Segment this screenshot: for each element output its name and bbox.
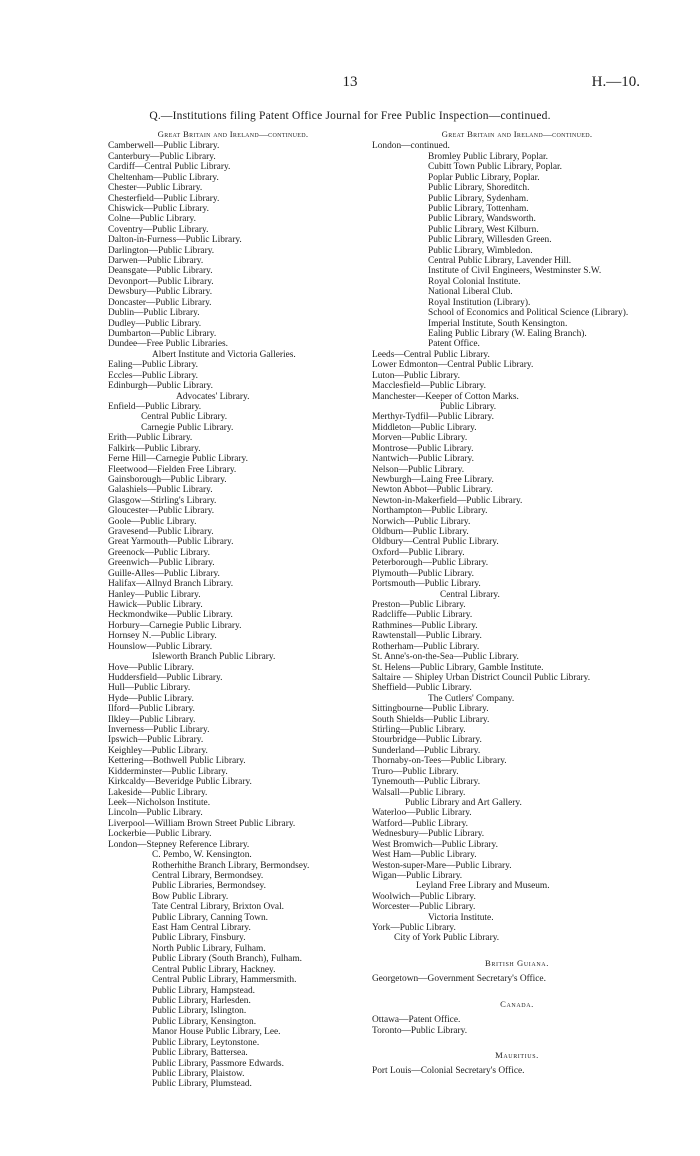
page-title: Q.—Institutions filing Patent Office Journal for Free Public Inspection—continued. bbox=[149, 110, 551, 122]
list-item: School of Economics and Political Science (Library). bbox=[428, 308, 629, 319]
list-item: Woolwich—Public Library. bbox=[372, 891, 476, 902]
list-item: Cubitt Town Public Library, Poplar. bbox=[428, 162, 562, 173]
list-item: Rawtenstall—Public Library. bbox=[372, 631, 482, 642]
list-item: Ealing Public Library (W. Ealing Branch). bbox=[428, 329, 587, 340]
list-item: Leeds—Central Public Library. bbox=[372, 349, 490, 360]
list-item: Dumbarton—Public Library. bbox=[108, 329, 217, 340]
list-item: Manor House Public Library, Lee. bbox=[152, 1027, 281, 1038]
list-item: London—Stepney Reference Library. bbox=[108, 839, 250, 850]
list-item: Worcester—Public Library. bbox=[372, 902, 476, 913]
list-item: West Bromwich—Public Library. bbox=[372, 839, 498, 850]
list-item: Walsall—Public Library. bbox=[372, 787, 466, 798]
list-item: Hounslow—Public Library. bbox=[108, 641, 213, 652]
list-item: Guille-Alles—Public Library. bbox=[108, 568, 220, 579]
list-item: Darlington—Public Library. bbox=[108, 245, 215, 256]
list-item: Public Library, Finsbury. bbox=[152, 933, 246, 944]
list-item: Carnegie Public Library. bbox=[141, 422, 234, 433]
list-item: St. Anne's-on-the-Sea—Public Library. bbox=[372, 652, 519, 663]
list-item: Ealing—Public Library. bbox=[108, 360, 198, 371]
list-item: Public Library, Wimbledon. bbox=[428, 245, 533, 256]
list-item: Truro—Public Library. bbox=[372, 766, 459, 777]
list-item: Oldbury—Central Public Library. bbox=[372, 537, 499, 548]
list-item: Hyde—Public Library. bbox=[108, 693, 194, 704]
list-item: Public Library, Shoreditch. bbox=[428, 183, 530, 194]
left-column-heading: Great Britain and Ireland—continued. bbox=[157, 129, 309, 139]
list-item: Public Library, Sydenham. bbox=[428, 193, 529, 204]
list-item: Institute of Civil Engineers, Westminster S.W. bbox=[428, 266, 602, 277]
list-item: Cardiff—Central Public Library. bbox=[108, 162, 231, 173]
list-item: Great Yarmouth—Public Library. bbox=[108, 537, 234, 548]
list-item: Rotherhithe Branch Library, Bermondsey. bbox=[152, 860, 310, 871]
left-column bbox=[108, 129, 358, 1090]
list-item: Lincoln—Public Library. bbox=[108, 808, 203, 819]
list-item: Imperial Institute, South Kensington. bbox=[428, 318, 568, 329]
list-item: Central Library, Bermondsey. bbox=[152, 870, 264, 881]
list-item: Public Library, Willesden Green. bbox=[428, 235, 552, 246]
list-item: Manchester—Keeper of Cotton Marks. bbox=[372, 391, 519, 402]
list-item: Dalton-in-Furness—Public Library. bbox=[108, 235, 242, 246]
list-item: Dundee—Free Public Libraries. bbox=[108, 339, 229, 350]
list-item: Public Library. bbox=[440, 401, 497, 412]
list-item: Ilkley—Public Library. bbox=[108, 714, 196, 725]
list-item: Oxford—Public Library. bbox=[372, 547, 465, 558]
list-item: Middleton—Public Library. bbox=[372, 422, 477, 433]
list-item: Darwen—Public Library. bbox=[108, 256, 204, 267]
list-item: Hanley—Public Library. bbox=[108, 589, 201, 600]
list-item: Newton Abbot—Public Library. bbox=[372, 485, 493, 496]
list-item: Tynemouth—Public Library. bbox=[372, 777, 481, 788]
list-item: Portsmouth—Public Library. bbox=[372, 579, 481, 590]
list-item: Public Library, Kensington. bbox=[152, 1016, 257, 1027]
list-item: Public Library, Plumstead. bbox=[152, 1079, 252, 1090]
list-item: Thornaby-on-Tees—Public Library. bbox=[372, 756, 507, 767]
list-item: Oldburn—Public Library. bbox=[372, 527, 469, 538]
list-item: Halifax—Allnyd Branch Library. bbox=[108, 579, 234, 590]
list-item: Albert Institute and Victoria Galleries. bbox=[152, 349, 296, 360]
list-item: Poplar Public Library, Poplar. bbox=[428, 172, 540, 183]
list-item: Port Louis—Colonial Secretary's Office. bbox=[372, 1066, 525, 1077]
list-item: Morven—Public Library. bbox=[372, 433, 468, 444]
list-item: Leek—Nicholson Institute. bbox=[108, 798, 211, 808]
list-item: Royal Colonial Institute. bbox=[428, 276, 521, 287]
list-item: Dudley—Public Library. bbox=[108, 318, 202, 329]
list-item: Glasgow—Stirling's Library. bbox=[108, 495, 217, 506]
list-item: Central Library. bbox=[440, 589, 500, 600]
list-item: Ilford—Public Library. bbox=[108, 704, 195, 715]
list-item: Cheltenham—Public Library. bbox=[108, 172, 219, 183]
list-item: Heckmondwike—Public Library. bbox=[108, 610, 233, 621]
list-item: Hornsey N.—Public Library. bbox=[108, 631, 217, 642]
list-item: Bow Public Library. bbox=[152, 891, 229, 902]
list-item: Advocates' Library. bbox=[176, 391, 250, 402]
list-item: Public Library and Art Gallery. bbox=[405, 798, 522, 808]
list-item: York—Public Library. bbox=[372, 923, 456, 934]
list-item: Greenwich—Public Library. bbox=[108, 558, 215, 569]
list-item: Canterbury—Public Library. bbox=[108, 151, 216, 162]
list-item: Lower Edmonton—Central Public Library. bbox=[372, 360, 534, 371]
list-item: Doncaster—Public Library. bbox=[108, 297, 212, 308]
list-item: Public Library, Leytonstone. bbox=[152, 1037, 260, 1048]
list-item: National Liberal Club. bbox=[428, 287, 513, 298]
list-item: Ferne Hill—Carnegie Public Library. bbox=[108, 454, 248, 465]
page-number: 13 bbox=[342, 74, 358, 90]
list-item: Ipswich—Public Library. bbox=[108, 735, 204, 746]
list-item: Edinburgh—Public Library. bbox=[108, 381, 213, 392]
list-item: East Ham Central Library. bbox=[152, 923, 251, 934]
right-column-heading: Great Britain and Ireland—continued. bbox=[441, 129, 593, 139]
list-item: Kirkcaldy—Beveridge Public Library. bbox=[108, 777, 252, 788]
list-item: Kettering—Bothwell Public Library. bbox=[108, 756, 246, 767]
list-item: Public Library, Wandsworth. bbox=[428, 214, 536, 225]
list-item: Colne—Public Library. bbox=[108, 214, 196, 225]
list-item: Inverness—Public Library. bbox=[108, 725, 210, 736]
list-item: Saltaire — Shipley Urban District Council Public Library. bbox=[372, 672, 591, 683]
list-item: City of York Public Library. bbox=[394, 933, 500, 944]
list-item: Gainsborough—Public Library. bbox=[108, 474, 227, 485]
list-item: Montrose—Public Library. bbox=[372, 443, 474, 454]
list-item: Georgetown—Government Secretary's Office. bbox=[372, 974, 546, 985]
list-item: Public Libraries, Bermondsey. bbox=[152, 881, 266, 892]
list-item: West Ham—Public Library. bbox=[372, 850, 477, 861]
list-item: Huddersfield—Public Library. bbox=[108, 672, 223, 683]
list-item: London—continued. bbox=[372, 141, 450, 152]
list-item: C. Pembo, W. Kensington. bbox=[152, 850, 252, 861]
list-item: Gravesend—Public Library. bbox=[108, 527, 214, 538]
list-item: Patent Office. bbox=[428, 339, 480, 350]
list-item: Deansgate—Public Library. bbox=[108, 266, 213, 277]
list-item: Victoria Institute. bbox=[428, 912, 494, 923]
list-item: Public Library, Tottenham. bbox=[428, 203, 529, 214]
list-item: Royal Institution (Library). bbox=[428, 297, 531, 308]
list-item: Macclesfield—Public Library. bbox=[372, 381, 486, 392]
list-item: Rathmines—Public Library. bbox=[372, 620, 478, 631]
list-item: Sunderland—Public Library. bbox=[372, 745, 481, 756]
list-item: Luton—Public Library. bbox=[372, 370, 460, 381]
list-item: Merthyr-Tydfil—Public Library. bbox=[372, 412, 494, 423]
list-item: Lakeside—Public Library. bbox=[108, 787, 208, 798]
document-reference: H.—10. bbox=[591, 74, 640, 90]
list-item: Preston—Public Library. bbox=[372, 599, 466, 610]
list-item: Kidderminster—Public Library. bbox=[108, 766, 228, 777]
list-item: Central Public Library, Hackney. bbox=[152, 964, 276, 975]
list-item: Sheffield—Public Library. bbox=[372, 683, 472, 694]
list-item: Central Public Library, Hammersmith. bbox=[152, 975, 297, 986]
list-item: Falkirk—Public Library. bbox=[108, 443, 201, 454]
list-item: Gloucester—Public Library. bbox=[108, 506, 215, 517]
list-item: St. Helens—Public Library, Gamble Institute. bbox=[372, 662, 544, 673]
list-item: Public Library, Plaistow. bbox=[152, 1068, 245, 1079]
list-item: Chiswick—Public Library. bbox=[108, 203, 209, 214]
list-item: Public Library, West Kilburn. bbox=[428, 224, 539, 235]
list-item: Goole—Public Library. bbox=[108, 516, 197, 527]
list-item: Stourbridge—Public Library. bbox=[372, 735, 482, 746]
list-item: Bromley Public Library, Poplar. bbox=[428, 151, 548, 162]
list-item: Newton-in-Makerfield—Public Library. bbox=[372, 495, 523, 506]
list-item: Radcliffe—Public Library. bbox=[372, 610, 473, 621]
list-item: Liverpool—William Brown Street Public Library. bbox=[108, 818, 296, 829]
list-item: Tate Central Library, Brixton Oval. bbox=[152, 902, 285, 913]
section-heading: Mauritius. bbox=[495, 1050, 539, 1061]
list-item: Keighley—Public Library. bbox=[108, 745, 208, 756]
list-item: Northampton—Public Library. bbox=[372, 506, 488, 517]
list-item: Plymouth—Public Library. bbox=[372, 568, 474, 579]
list-item: Watford—Public Library. bbox=[372, 818, 469, 829]
list-item: Waterloo—Public Library. bbox=[372, 808, 472, 819]
list-item: Chesterfield—Public Library. bbox=[108, 193, 220, 204]
list-item: Galashiels—Public Library. bbox=[108, 485, 213, 496]
list-item: Nelson—Public Library. bbox=[372, 464, 465, 475]
list-item: Rotherham—Public Library. bbox=[372, 641, 480, 652]
list-item: Greenock—Public Library. bbox=[108, 547, 210, 558]
list-item: Toronto—Public Library. bbox=[372, 1025, 468, 1036]
list-item: Stirling—Public Library. bbox=[372, 725, 466, 736]
list-item: Sittingbourne—Public Library. bbox=[372, 704, 489, 715]
list-item: Enfield—Public Library. bbox=[108, 401, 202, 412]
list-item: Public Library (South Branch), Fulham. bbox=[152, 954, 302, 965]
list-item: Peterborough—Public Library. bbox=[372, 558, 489, 569]
list-item: The Cutlers' Company. bbox=[428, 693, 515, 704]
list-item: Weston-super-Mare—Public Library. bbox=[372, 860, 512, 871]
list-item: Leyland Free Library and Museum. bbox=[416, 881, 550, 892]
list-item: Central Public Library, Lavender Hill. bbox=[428, 256, 572, 267]
list-item: Camberwell—Public Library. bbox=[108, 141, 220, 152]
list-item: Isleworth Branch Public Library. bbox=[152, 652, 276, 663]
list-item: Wednesbury—Public Library. bbox=[372, 829, 485, 840]
list-item: North Public Library, Fulham. bbox=[152, 943, 266, 954]
list-item: Wigan—Public Library. bbox=[372, 870, 463, 881]
list-item: Erith—Public Library. bbox=[108, 433, 193, 444]
list-item: Hawick—Public Library. bbox=[108, 599, 203, 610]
list-item: Public Library, Hampstead. bbox=[152, 985, 256, 996]
list-item: South Shields—Public Library. bbox=[372, 714, 490, 725]
list-item: Devonport—Public Library. bbox=[108, 276, 214, 287]
list-item: Eccles—Public Library. bbox=[108, 370, 198, 381]
section-heading: British Guiana. bbox=[485, 957, 549, 968]
list-item: Chester—Public Library. bbox=[108, 183, 203, 194]
list-item: Public Library, Islington. bbox=[152, 1006, 247, 1017]
list-item: Hull—Public Library. bbox=[108, 683, 191, 694]
list-item: Public Library, Harlesden. bbox=[152, 996, 251, 1007]
list-item: Nantwich—Public Library. bbox=[372, 454, 474, 465]
list-item: Public Library, Battersea. bbox=[152, 1048, 248, 1059]
right-column bbox=[372, 129, 662, 1077]
list-item: Dewsbury—Public Library. bbox=[108, 287, 213, 298]
section-heading: Canada. bbox=[500, 998, 534, 1009]
list-item: Central Public Library. bbox=[141, 412, 228, 423]
list-item: Hove—Public Library. bbox=[108, 662, 194, 673]
list-item: Lockerbie—Public Library. bbox=[108, 829, 212, 840]
list-item: Fleetwood—Fielden Free Library. bbox=[108, 464, 237, 475]
list-item: Horbury—Carnegie Public Library. bbox=[108, 620, 242, 631]
list-item: Public Library, Canning Town. bbox=[152, 912, 268, 923]
list-item: Public Library, Passmore Edwards. bbox=[152, 1058, 284, 1069]
list-item: Norwich—Public Library. bbox=[372, 516, 471, 527]
list-item: Newburgh—Laing Free Library. bbox=[372, 474, 494, 485]
list-item: Ottawa—Patent Office. bbox=[372, 1015, 461, 1026]
list-item: Coventry—Public Library. bbox=[108, 224, 209, 235]
list-item: Dublin—Public Library. bbox=[108, 308, 200, 319]
